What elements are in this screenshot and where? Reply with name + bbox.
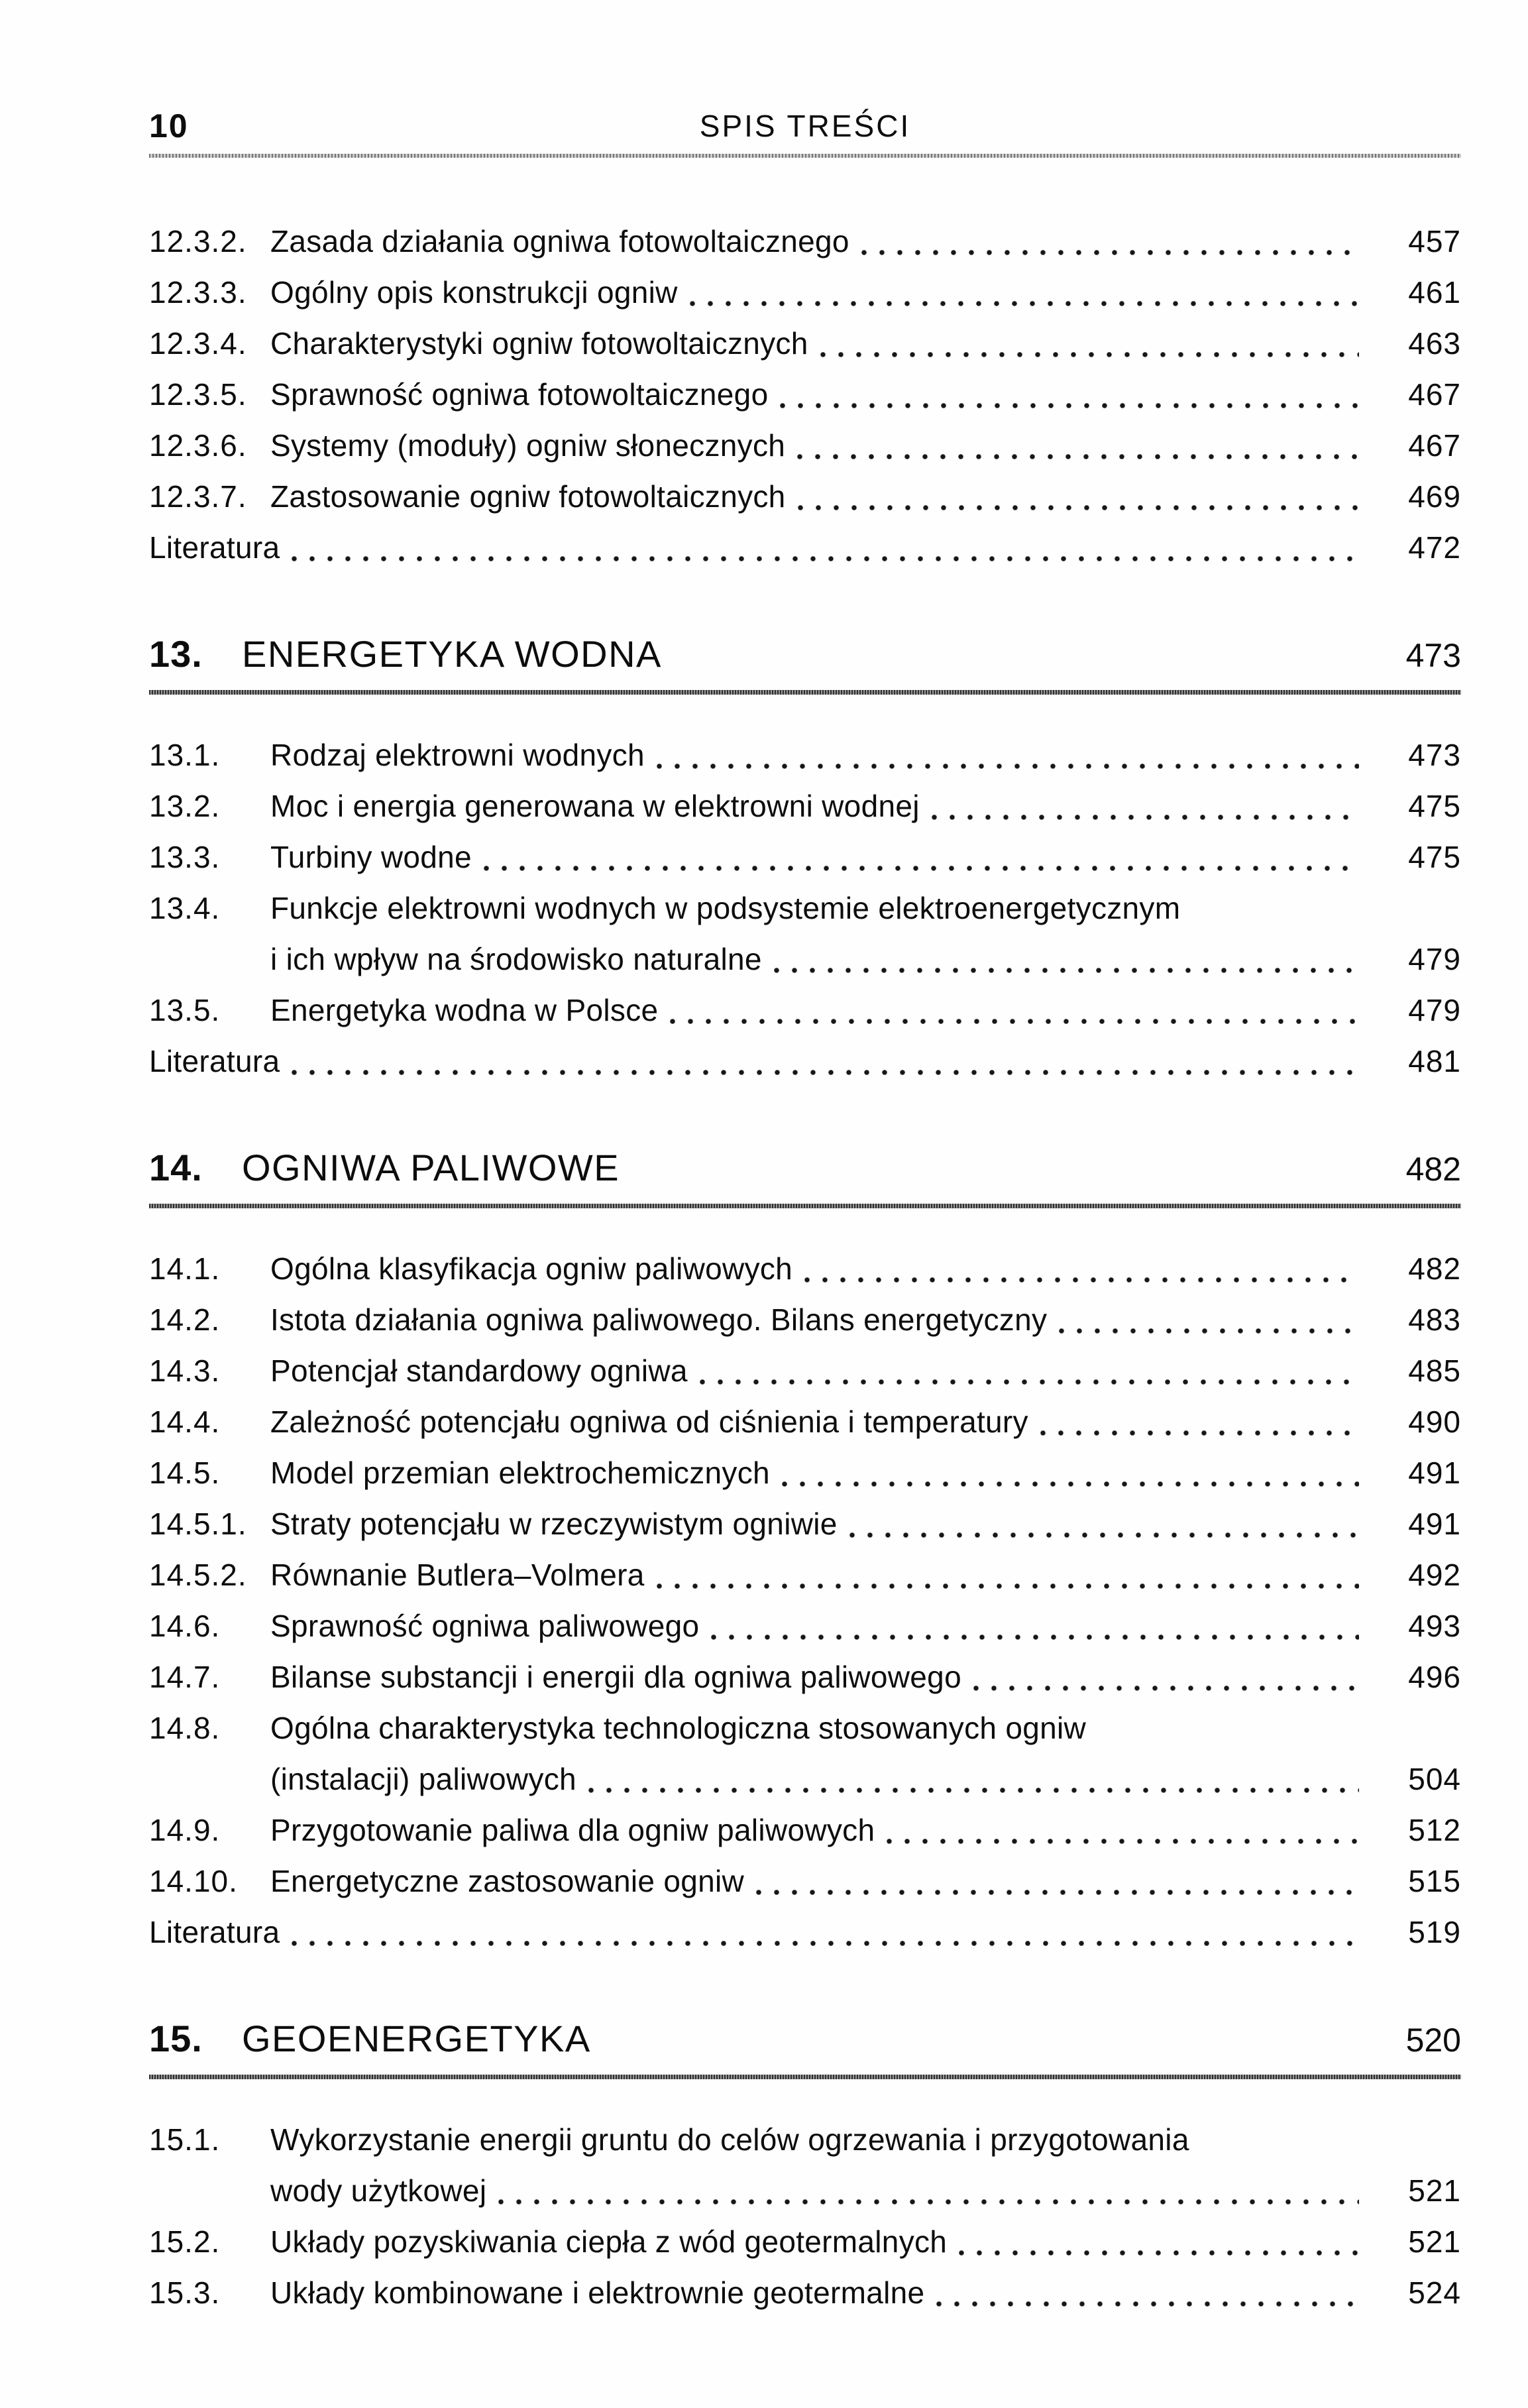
entry-number: 14.5.2.	[149, 1558, 247, 1592]
toc-entry-row	[149, 781, 1461, 832]
entry-page: 467	[1408, 428, 1461, 463]
entry-number: 14.5.1.	[149, 1507, 247, 1541]
entry-page: 485	[1408, 1353, 1461, 1388]
dot-leader	[711, 1601, 1359, 1652]
dot-leader	[973, 1652, 1359, 1703]
entry-number: 12.3.7.	[149, 479, 247, 514]
toc-entry-row	[149, 267, 1461, 318]
entry-label: Rodzaj elektrowni wodnych	[270, 738, 645, 772]
entry-page: 519	[1408, 1915, 1461, 1949]
toc-entry-row	[149, 1703, 1461, 1754]
entry-number: 14.10.	[149, 1864, 238, 1898]
dot-leader	[657, 1550, 1359, 1601]
entry-page: 479	[1408, 993, 1461, 1027]
dot-leader	[292, 1036, 1359, 1087]
entry-number: 13.3.	[149, 840, 221, 874]
entry-number	[149, 1754, 270, 1805]
toc-entry-row	[149, 1346, 1461, 1397]
dot-leader	[1059, 1294, 1359, 1346]
section-number: 14.	[149, 1147, 203, 1188]
entry-number: 15.1.	[149, 2122, 221, 2157]
toc-entry-row	[149, 1036, 1461, 1087]
toc-entry-row	[149, 2165, 1461, 2216]
page-header	[149, 106, 1461, 146]
section-heading	[149, 630, 1461, 679]
entry-label: Zastosowanie ogniw fotowoltaicznych	[270, 479, 786, 514]
entry-page: 483	[1408, 1302, 1461, 1337]
toc-entry-row	[149, 1856, 1461, 1907]
entry-number: 14.6.	[149, 1609, 221, 1643]
entry-page: 461	[1408, 275, 1461, 310]
entry-page: 524	[1408, 2275, 1461, 2310]
entry-page: 482	[1408, 1251, 1461, 1286]
toc-entry-row	[149, 2267, 1461, 2319]
entry-number: 13.2.	[149, 789, 221, 823]
entry-page: 467	[1408, 377, 1461, 412]
entry-number: 12.3.5.	[149, 377, 247, 412]
entry-label: Funkcje elektrowni wodnych w podsystemie elektroenergetycznym	[270, 891, 1181, 925]
section-number: 15.	[149, 2018, 203, 2059]
entry-label: Układy kombinowane i elektrownie geotermalne	[270, 2275, 925, 2310]
page-number: 10	[149, 107, 189, 144]
entry-label: Przygotowanie paliwa dla ogniw paliwowych	[270, 1813, 875, 1847]
entry-number: 15.3.	[149, 2275, 221, 2310]
entry-label: Sprawność ogniwa fotowoltaicznego	[270, 377, 769, 412]
entry-page: 475	[1408, 840, 1461, 874]
toc-entry-row	[149, 985, 1461, 1036]
toc-entry-row	[149, 832, 1461, 883]
dot-leader	[588, 1754, 1359, 1805]
toc-entry-row	[149, 883, 1461, 934]
toc-entry-row	[149, 1294, 1461, 1346]
entry-number: 14.2.	[149, 1302, 221, 1337]
entry-page: 490	[1408, 1405, 1461, 1439]
entry-label: Charakterystyki ogniw fotowoltaicznych	[270, 326, 808, 361]
entry-label: Literatura	[149, 1915, 280, 1949]
dot-leader	[959, 2216, 1359, 2267]
entry-page: 493	[1408, 1609, 1461, 1643]
toc-entry-row	[149, 1550, 1461, 1601]
toc-entry-row	[149, 420, 1461, 471]
entry-number: 12.3.2.	[149, 224, 247, 258]
entry-number: 14.3.	[149, 1353, 221, 1388]
entry-label: Turbiny wodne	[270, 840, 472, 874]
entry-number: 13.1.	[149, 738, 221, 772]
entry-label: Układy pozyskiwania ciepła z wód geotermalnych	[270, 2224, 948, 2259]
entry-label: i ich wpływ na środowisko naturalne	[270, 942, 762, 976]
entry-number: 14.4.	[149, 1405, 221, 1439]
entry-number: 15.2.	[149, 2224, 221, 2259]
toc-entry-row	[149, 2114, 1461, 2165]
section-title: GEOENERGETYKA	[242, 2018, 591, 2059]
page-title: SPIS TREŚCI	[699, 109, 911, 143]
entry-label: Zależność potencjału ogniwa od ciśnienia i temperatury	[270, 1405, 1028, 1439]
header-rule	[149, 154, 1461, 158]
entry-page: 512	[1408, 1813, 1461, 1847]
section-rule	[149, 1204, 1461, 1208]
section-entries	[149, 216, 1461, 573]
entry-label: Potencjał standardowy ogniwa	[270, 1353, 688, 1388]
entry-page: 475	[1408, 789, 1461, 823]
dot-leader	[932, 781, 1359, 832]
table-of-contents	[149, 216, 1461, 2319]
section-entries	[149, 730, 1461, 1087]
toc-entry-row	[149, 1754, 1461, 1805]
toc-entry-row	[149, 1499, 1461, 1550]
entry-label: Zasada działania ogniwa fotowoltaicznego	[270, 224, 849, 258]
entry-label: Bilanse substancji i energii dla ogniwa paliwowego	[270, 1660, 961, 1694]
toc-section	[149, 216, 1461, 573]
entry-page: 521	[1408, 2173, 1461, 2208]
toc-entry-row	[149, 1652, 1461, 1703]
toc-entry-row	[149, 1243, 1461, 1294]
dot-leader	[780, 369, 1359, 420]
entry-page: 491	[1408, 1456, 1461, 1490]
entry-page: 472	[1408, 530, 1461, 565]
section-page: 520	[1405, 2022, 1461, 2059]
dot-leader	[292, 1907, 1359, 1958]
section-entries	[149, 2114, 1461, 2319]
dot-leader	[690, 267, 1359, 318]
toc-section	[149, 1144, 1461, 1958]
entry-page: 469	[1408, 479, 1461, 514]
dot-leader	[861, 216, 1359, 267]
entry-label: Literatura	[149, 530, 280, 565]
dot-leader	[820, 318, 1359, 369]
section-title: OGNIWA PALIWOWE	[242, 1147, 620, 1188]
toc-entry-row	[149, 730, 1461, 781]
entry-label: Energetyka wodna w Polsce	[270, 993, 659, 1027]
entry-page: 504	[1408, 1762, 1461, 1796]
entry-number: 14.8.	[149, 1711, 221, 1745]
section-rule	[149, 2075, 1461, 2079]
toc-section	[149, 2015, 1461, 2319]
dot-leader	[756, 1856, 1359, 1907]
dot-leader	[1040, 1397, 1359, 1448]
entry-label: (instalacji) paliwowych	[270, 1762, 576, 1796]
toc-entry-row	[149, 216, 1461, 267]
dot-leader	[782, 1448, 1359, 1499]
section-entries	[149, 1243, 1461, 1958]
entry-page: 457	[1408, 224, 1461, 258]
entry-page: 473	[1408, 738, 1461, 772]
entry-label: Ogólny opis konstrukcji ogniw	[270, 275, 678, 310]
entry-label: Straty potencjału w rzeczywistym ogniwie	[270, 1507, 838, 1541]
entry-page: 463	[1408, 326, 1461, 361]
dot-leader	[887, 1805, 1359, 1856]
entry-label: Ogólna klasyfikacja ogniw paliwowych	[270, 1251, 793, 1286]
section-rule	[149, 690, 1461, 695]
entry-number: 14.7.	[149, 1660, 221, 1694]
entry-number	[149, 2165, 270, 2216]
entry-label: Systemy (moduły) ogniw słonecznych	[270, 428, 786, 463]
entry-number	[149, 934, 270, 985]
dot-leader	[798, 471, 1359, 522]
dot-leader	[774, 934, 1359, 985]
entry-label: Energetyczne zastosowanie ogniw	[270, 1864, 745, 1898]
section-heading	[149, 1144, 1461, 1193]
entry-number: 12.3.6.	[149, 428, 247, 463]
toc-entry-row	[149, 1448, 1461, 1499]
dot-leader	[804, 1243, 1359, 1294]
entry-label: Moc i energia generowana w elektrowni wodnej	[270, 789, 920, 823]
toc-entry-row	[149, 934, 1461, 985]
toc-entry-row	[149, 369, 1461, 420]
entry-number: 14.5.	[149, 1456, 221, 1490]
toc-entry-row	[149, 522, 1461, 573]
toc-entry-row	[149, 1397, 1461, 1448]
entry-number: 14.9.	[149, 1813, 221, 1847]
entry-label: Istota działania ogniwa paliwowego. Bilans energetyczny	[270, 1302, 1048, 1337]
dot-leader	[797, 420, 1359, 471]
entry-label: wody użytkowej	[270, 2173, 487, 2208]
entry-page: 515	[1408, 1864, 1461, 1898]
entry-page: 496	[1408, 1660, 1461, 1694]
entry-page: 481	[1408, 1044, 1461, 1078]
dot-leader	[700, 1346, 1359, 1397]
entry-label: Równanie Butlera–Volmera	[270, 1558, 645, 1592]
entry-label: Ogólna charakterystyka technologiczna stosowanych ogniw	[270, 1711, 1087, 1745]
entry-label: Sprawność ogniwa paliwowego	[270, 1609, 700, 1643]
entry-number: 13.4.	[149, 891, 221, 925]
section-page: 482	[1405, 1151, 1461, 1188]
dot-leader	[849, 1499, 1359, 1550]
entry-page: 492	[1408, 1558, 1461, 1592]
entry-number: 12.3.3.	[149, 275, 247, 310]
entry-page: 521	[1408, 2224, 1461, 2259]
entry-number: 13.5.	[149, 993, 221, 1027]
entry-page: 491	[1408, 1507, 1461, 1541]
toc-entry-row	[149, 2216, 1461, 2267]
toc-entry-row	[149, 1805, 1461, 1856]
entry-label: Model przemian elektrochemicznych	[270, 1456, 770, 1490]
section-number: 13.	[149, 633, 203, 675]
dot-leader	[657, 730, 1359, 781]
toc-entry-row	[149, 1601, 1461, 1652]
entry-page: 479	[1408, 942, 1461, 976]
entry-number: 14.1.	[149, 1251, 221, 1286]
dot-leader	[498, 2165, 1359, 2216]
toc-entry-row	[149, 318, 1461, 369]
section-page: 473	[1405, 637, 1461, 674]
dot-leader	[292, 522, 1359, 573]
dot-leader	[936, 2267, 1359, 2319]
entry-label: Literatura	[149, 1044, 280, 1078]
dot-leader	[484, 832, 1359, 883]
entry-label: Wykorzystanie energii gruntu do celów ogrzewania i przygotowania	[270, 2122, 1189, 2157]
section-heading	[149, 2015, 1461, 2064]
dot-leader	[670, 985, 1359, 1036]
entry-number: 12.3.4.	[149, 326, 247, 361]
toc-entry-row	[149, 471, 1461, 522]
toc-entry-row	[149, 1907, 1461, 1958]
toc-section	[149, 630, 1461, 1087]
section-title: ENERGETYKA WODNA	[242, 633, 662, 675]
